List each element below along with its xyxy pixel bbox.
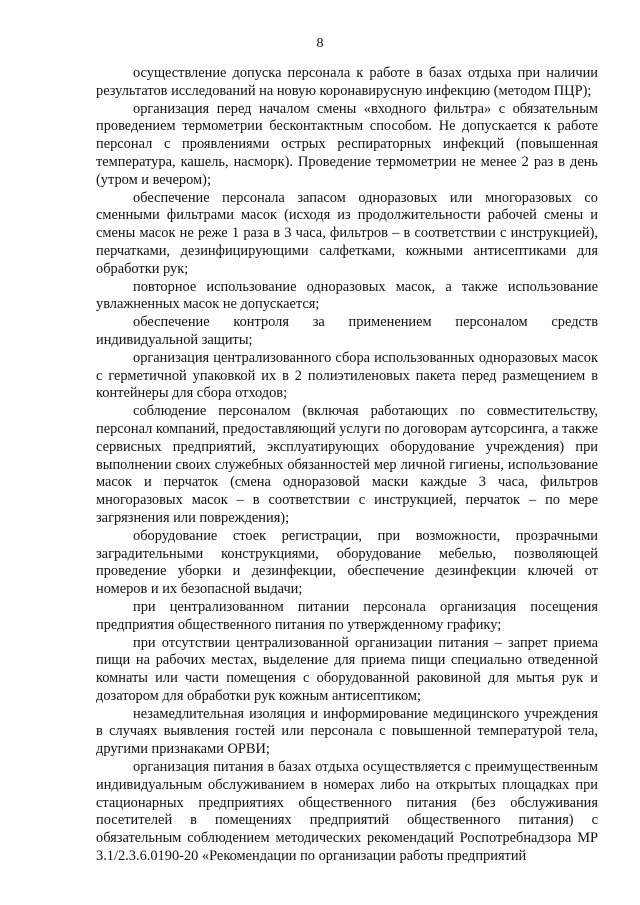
paragraph-3: обеспечение персонала запасом одноразовых или многоразовых со сменными фильтрами масок (исходя из продолжительности рабочей смены и смены масок не реже 1 раза в 3 часа, фильтров – в соответствии с инструкцией), перчатками, дезинфицирующими салфетками, кожными антисептиками для обработки рук;	[96, 189, 598, 277]
paragraph-9: при централизованном питании персонала организация посещения предприятия общественного питания по утвержденному графику;	[96, 598, 598, 633]
paragraph-11: незамедлительная изоляция и информирование медицинского учреждения в случаях выявления гостей или персонала с повышенной температурой тела, другими признаками ОРВИ;	[96, 705, 598, 758]
paragraph-2: организация перед началом смены «входного фильтра» с обязательным проведением термометрии бесконтактным способом. Не допускается к работе персонал с проявлениями острых респираторных инфекций (повышенная температура, кашель, насморк). Проведение термометрии не менее 2 раз в день (утром и вечером);	[96, 100, 598, 188]
paragraph-7: соблюдение персоналом (включая работающих по совместительству, персонал компаний, предоставляющий услуги по договорам аутсорсинга, а также сервисных предприятий, эксплуатирующих оборудование учреждения) при выполнении своих служебных обязанностей мер личной гигиены, использование масок и перчаток (смена одноразовой маски каждые 3 часа, фильтров многоразовых масок – в соответствии с инструкцией, перчаток – по мере загрязнения или повреждения);	[96, 403, 598, 526]
paragraph-1: осуществление допуска персонала к работе в базах отдыха при наличии результатов исследований на новую коронавирусную инфекцию (методом ПЦР);	[96, 65, 598, 99]
document-body	[96, 65, 598, 866]
paragraph-12: организация питания в базах отдыха осуществляется с преимущественным индивидуальным обслуживанием в номерах либо на открытых площадках при стационарных предприятиях общественного питания (без обслуживания посетителей в помещениях предприятий общественного питания) с обязательным соблюдением методических рекомендаций Роспотребнадзора МР 3.1/2.3.6.0190-20 «Рекомендации по организации работы предприятий	[96, 759, 598, 865]
paragraph-5: обеспечение контроля за применением персоналом средств индивидуальной защиты;	[96, 314, 598, 348]
paragraph-10: при отсутствии централизованной организации питания – запрет приема пищи на рабочих местах, выделение для приема пищи специально отведенной комнаты или части помещения с оборудованной раковиной для мытья рук и дозатором для обработки рук кожным антисептиком;	[96, 634, 598, 704]
paragraph-4: повторное использование одноразовых масок, а также использование увлажненных масок не допускается;	[96, 278, 598, 313]
paragraph-6: организация централизованного сбора использованных одноразовых масок с герметичной упаковкой их в 2 полиэтиленовых пакета перед размещением в контейнеры для сбора отходов;	[96, 349, 598, 402]
paragraph-8: оборудование стоек регистрации, при возможности, прозрачными заградительными конструкциями, оборудование мебелью, позволяющей проведение уборки и дезинфекции, обеспечение дезинфекции ключей от номеров и их безопасной выдачи;	[96, 527, 598, 598]
page-number: 8	[316, 36, 324, 51]
